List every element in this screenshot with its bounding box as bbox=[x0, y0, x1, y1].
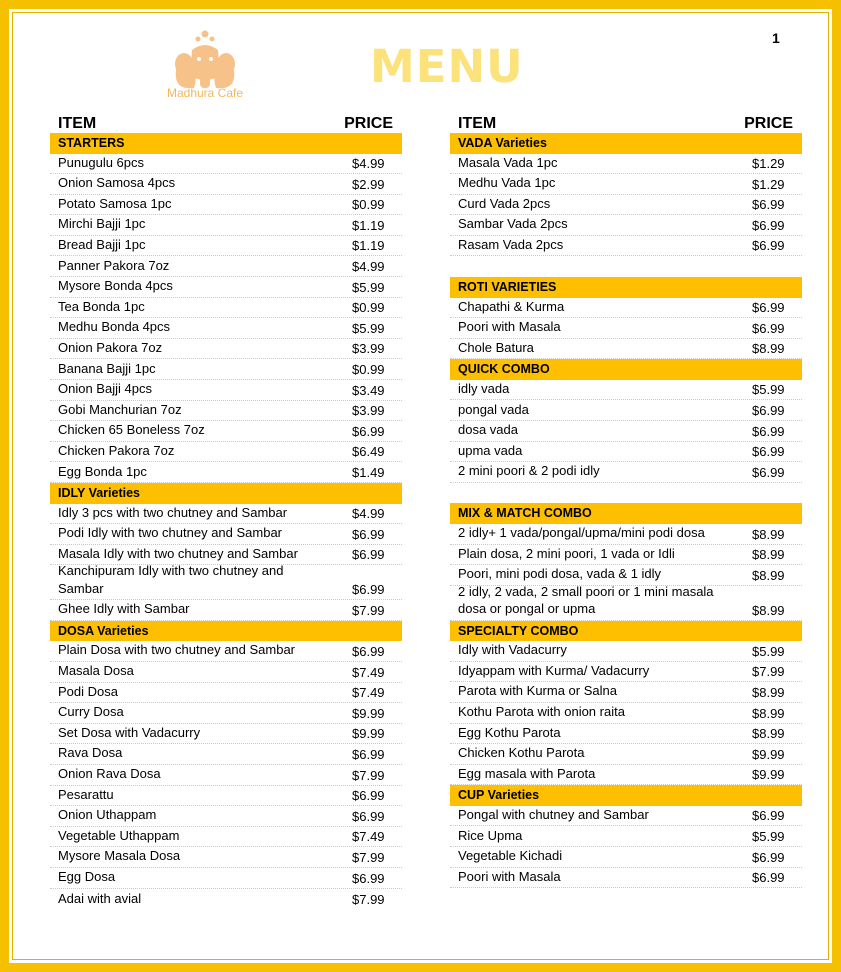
menu-row bbox=[450, 215, 802, 236]
menu-row bbox=[450, 847, 802, 868]
column-header bbox=[50, 111, 402, 133]
item-price: $0.99 bbox=[352, 362, 385, 378]
item-name: Masala Idly with two chutney and Sambar bbox=[58, 545, 298, 561]
item-name: Sambar Vada 2pcs bbox=[458, 216, 568, 232]
menu-row bbox=[50, 827, 402, 848]
item-name: Masala Vada 1pc bbox=[458, 154, 558, 170]
item-name: Poori, mini podi dosa, vada & 1 idly bbox=[458, 566, 662, 582]
item-name: Parota with Kurma or Salna bbox=[458, 683, 617, 699]
menu-row bbox=[50, 154, 402, 175]
logo-text: Madhura Cafe bbox=[166, 86, 244, 100]
menu-row bbox=[50, 195, 402, 216]
item-price: $8.99 bbox=[752, 547, 785, 563]
section-vada-varieties: VADA Varieties bbox=[450, 133, 802, 154]
item-price: $6.99 bbox=[752, 217, 785, 233]
menu-row bbox=[50, 889, 402, 910]
item-price: $3.99 bbox=[352, 341, 385, 357]
item-price: $7.49 bbox=[352, 829, 385, 845]
menu-row bbox=[50, 504, 402, 525]
item-price: $7.99 bbox=[352, 767, 385, 783]
item-price: $6.99 bbox=[752, 464, 785, 480]
menu-title: MENU bbox=[370, 40, 524, 93]
item-name: Egg Kothu Parota bbox=[458, 724, 561, 740]
section-quick-combo: QUICK COMBO bbox=[450, 359, 802, 380]
item-name: Medhu Vada 1pc bbox=[458, 175, 556, 191]
menu-row bbox=[450, 174, 802, 195]
menu-row bbox=[450, 524, 802, 545]
item-name: Egg masala with Parota bbox=[458, 765, 596, 781]
item-name: Bread Bajji 1pc bbox=[58, 236, 146, 252]
item-name: Pesarattu bbox=[58, 786, 114, 802]
item-price: $4.99 bbox=[352, 259, 385, 275]
item-price: $8.99 bbox=[752, 341, 785, 357]
item-name: Rasam Vada 2pcs bbox=[458, 236, 564, 252]
item-price: $0.99 bbox=[352, 197, 385, 213]
item-price: $9.99 bbox=[352, 726, 385, 742]
item-header: ITEM bbox=[458, 115, 497, 132]
item-price: $6.99 bbox=[352, 870, 385, 886]
menu-row bbox=[50, 277, 402, 298]
item-price: $3.99 bbox=[352, 403, 385, 419]
item-price: $1.19 bbox=[352, 217, 385, 233]
item-price: $1.29 bbox=[752, 176, 785, 192]
item-price: $6.99 bbox=[752, 320, 785, 336]
item-price: $6.99 bbox=[752, 808, 785, 824]
item-name: Rava Dosa bbox=[58, 745, 123, 761]
item-name: Rice Upma bbox=[458, 827, 523, 843]
menu-row bbox=[50, 215, 402, 236]
menu-row bbox=[50, 524, 402, 545]
item-price: $7.99 bbox=[752, 664, 785, 680]
menu-row bbox=[50, 641, 402, 662]
item-price: $8.99 bbox=[752, 705, 785, 721]
item-price: $1.29 bbox=[752, 156, 785, 172]
menu-row bbox=[450, 583, 802, 621]
menu-row bbox=[50, 339, 402, 360]
item-name: Chicken 65 Boneless 7oz bbox=[58, 422, 205, 438]
item-price: $6.99 bbox=[352, 547, 385, 563]
item-price: $1.19 bbox=[352, 238, 385, 254]
menu-row bbox=[450, 703, 802, 724]
page-number: 1 bbox=[772, 30, 780, 46]
item-price: $6.99 bbox=[752, 197, 785, 213]
item-name: 2 idly+ 1 vada/pongal/upma/mini podi dosa bbox=[458, 525, 705, 540]
item-price: $7.99 bbox=[352, 602, 385, 618]
section-roti-varieties: ROTI VARIETIES bbox=[450, 277, 802, 298]
item-price: $6.99 bbox=[352, 423, 385, 439]
item-name: Vegetable Uthappam bbox=[58, 827, 180, 843]
item-price: $6.49 bbox=[352, 444, 385, 460]
item-price: $1.49 bbox=[352, 465, 385, 480]
menu-row bbox=[50, 318, 402, 339]
item-price: $8.99 bbox=[752, 602, 785, 618]
menu-row bbox=[450, 195, 802, 216]
item-name: Set Dosa with Vadacurry bbox=[58, 724, 201, 740]
item-price: $6.99 bbox=[352, 788, 385, 804]
item-price: $6.99 bbox=[352, 808, 385, 824]
menu-row bbox=[450, 298, 802, 319]
item-price: $8.99 bbox=[752, 567, 785, 583]
item-price: $5.99 bbox=[752, 382, 785, 398]
price-header: PRICE bbox=[344, 115, 393, 132]
menu-row bbox=[50, 868, 402, 889]
item-price: $6.99 bbox=[752, 444, 785, 460]
menu-row bbox=[450, 154, 802, 175]
right-menu-column bbox=[450, 111, 802, 888]
item-name: Chicken Kothu Parota bbox=[458, 745, 585, 761]
item-name: Onion Uthappam bbox=[58, 807, 157, 823]
menu-row bbox=[450, 724, 802, 745]
item-name: idly vada bbox=[458, 380, 510, 396]
menu-row bbox=[50, 786, 402, 807]
item-name: Onion Pakora 7oz bbox=[58, 339, 163, 355]
menu-row bbox=[450, 236, 802, 257]
item-price: $8.99 bbox=[752, 684, 785, 700]
menu-row bbox=[50, 662, 402, 683]
item-name: Potato Samosa 1pc bbox=[58, 195, 172, 211]
item-price: $8.99 bbox=[752, 726, 785, 742]
item-price: $5.99 bbox=[352, 320, 385, 336]
item-name: upma vada bbox=[458, 442, 523, 458]
item-name: Kothu Parota with onion raita bbox=[458, 704, 625, 720]
item-name: dosa vada bbox=[458, 422, 518, 438]
item-name: Vegetable Kichadi bbox=[458, 848, 563, 864]
item-header: ITEM bbox=[58, 115, 97, 132]
item-price: $8.99 bbox=[752, 526, 785, 542]
menu-row bbox=[50, 421, 402, 442]
item-name: Idly with Vadacurry bbox=[458, 642, 567, 658]
spacer bbox=[450, 483, 802, 504]
section-specialty-combo: SPECIALTY COMBO bbox=[450, 621, 802, 642]
item-name: Idyappam with Kurma/ Vadacurry bbox=[458, 662, 650, 678]
menu-row bbox=[50, 174, 402, 195]
item-name: Poori with Masala bbox=[458, 319, 561, 335]
item-name: Gobi Manchurian 7oz bbox=[58, 401, 182, 417]
item-name: pongal vada bbox=[458, 401, 529, 417]
menu-row bbox=[50, 703, 402, 724]
item-price: $6.99 bbox=[752, 849, 785, 865]
menu-row bbox=[450, 826, 802, 847]
item-name: Egg Dosa bbox=[58, 869, 116, 884]
item-name: Medhu Bonda 4pcs bbox=[58, 319, 171, 335]
price-header: PRICE bbox=[744, 115, 793, 132]
item-price: $7.49 bbox=[352, 685, 385, 701]
menu-row bbox=[450, 662, 802, 683]
section-cup-varieties: CUP Varieties bbox=[450, 785, 802, 806]
item-name: 2 idly, 2 vada, 2 small poori or 1 mini masala dosa or pongal or upma bbox=[458, 583, 714, 617]
menu-row bbox=[50, 765, 402, 786]
menu-row bbox=[50, 442, 402, 463]
item-name: Mysore Bonda 4pcs bbox=[58, 278, 173, 294]
menu-row bbox=[450, 339, 802, 360]
menu-row bbox=[50, 806, 402, 827]
item-price: $5.99 bbox=[752, 643, 785, 659]
item-name: Tea Bonda 1pc bbox=[58, 298, 145, 314]
menu-row bbox=[50, 380, 402, 401]
section-idly-varieties: IDLY Varieties bbox=[50, 483, 402, 504]
item-price: $6.99 bbox=[352, 643, 385, 659]
item-price: $6.99 bbox=[752, 423, 785, 439]
item-price: $0.99 bbox=[352, 300, 385, 316]
menu-row bbox=[450, 545, 802, 566]
menu-row bbox=[50, 600, 402, 621]
menu-row bbox=[450, 765, 802, 786]
item-name: Poori with Masala bbox=[458, 868, 561, 884]
item-price: $5.99 bbox=[752, 829, 785, 845]
menu-row bbox=[450, 462, 802, 483]
menu-row bbox=[50, 724, 402, 745]
item-name: Mirchi Bajji 1pc bbox=[58, 216, 146, 232]
item-price: $6.99 bbox=[352, 746, 385, 762]
item-price: $6.99 bbox=[752, 300, 785, 316]
item-name: Egg Bonda 1pc bbox=[58, 463, 147, 479]
item-name: Mysore Masala Dosa bbox=[58, 848, 181, 864]
menu-row bbox=[450, 318, 802, 339]
menu-row bbox=[50, 462, 402, 483]
section-mix-match-combo: MIX & MATCH COMBO bbox=[450, 503, 802, 524]
item-name: Podi Idly with two chutney and Sambar bbox=[58, 525, 283, 541]
item-price: $6.99 bbox=[752, 238, 785, 254]
menu-row bbox=[50, 565, 402, 600]
item-price: $6.99 bbox=[752, 403, 785, 419]
item-name: Curd Vada 2pcs bbox=[458, 195, 551, 211]
section-dosa-varieties: DOSA Varieties bbox=[50, 621, 402, 642]
item-price: $4.99 bbox=[352, 156, 385, 172]
item-name: Chapathi & Kurma bbox=[458, 298, 565, 314]
item-price: $3.49 bbox=[352, 382, 385, 398]
menu-row bbox=[450, 380, 802, 401]
item-name: Chole Batura bbox=[458, 339, 534, 355]
left-menu-column bbox=[50, 111, 402, 909]
item-price: $6.99 bbox=[352, 582, 385, 598]
column-header bbox=[450, 111, 802, 133]
item-name: Plain Dosa with two chutney and Sambar bbox=[58, 642, 296, 658]
section-starters: STARTERS bbox=[50, 133, 402, 154]
spacer bbox=[450, 256, 802, 277]
item-name: Chicken Pakora 7oz bbox=[58, 442, 175, 458]
item-price: $9.99 bbox=[752, 746, 785, 762]
item-name: 2 mini poori & 2 podi idly bbox=[458, 463, 600, 479]
menu-row bbox=[450, 806, 802, 827]
item-name: Idly 3 pcs with two chutney and Sambar bbox=[58, 504, 288, 520]
item-name: Pongal with chutney and Sambar bbox=[458, 806, 649, 822]
menu-row bbox=[450, 421, 802, 442]
menu-row bbox=[450, 400, 802, 421]
menu-row bbox=[450, 744, 802, 765]
item-name: Kanchipuram Idly with two chutney and Sambar bbox=[58, 563, 284, 596]
item-name: Banana Bajji 1pc bbox=[58, 360, 156, 376]
item-name: Onion Samosa 4pcs bbox=[58, 175, 176, 191]
menu-row bbox=[450, 868, 802, 889]
menu-row bbox=[50, 683, 402, 704]
menu-row bbox=[50, 359, 402, 380]
menu-row bbox=[50, 744, 402, 765]
item-name: Adai with avial bbox=[58, 890, 142, 906]
item-price: $4.99 bbox=[352, 506, 385, 522]
item-name: Panner Pakora 7oz bbox=[58, 257, 170, 273]
item-name: Punugulu 6pcs bbox=[58, 154, 145, 170]
item-price: $9.99 bbox=[352, 705, 385, 721]
menu-row bbox=[50, 298, 402, 319]
menu-row bbox=[450, 442, 802, 463]
item-price: $6.99 bbox=[352, 526, 385, 542]
item-name: Ghee Idly with Sambar bbox=[58, 601, 190, 617]
item-price: $7.99 bbox=[352, 849, 385, 865]
item-price: $9.99 bbox=[752, 767, 785, 783]
item-price: $2.99 bbox=[352, 176, 385, 192]
menu-row bbox=[450, 641, 802, 662]
item-name: Masala Dosa bbox=[58, 663, 134, 679]
item-name: Curry Dosa bbox=[58, 704, 124, 720]
item-name: Onion Rava Dosa bbox=[58, 766, 161, 782]
item-price: $5.99 bbox=[352, 279, 385, 295]
menu-row bbox=[50, 401, 402, 422]
item-name: Podi Dosa bbox=[58, 683, 118, 699]
menu-row bbox=[50, 847, 402, 868]
item-price: $6.99 bbox=[752, 870, 785, 886]
item-name: Onion Bajji 4pcs bbox=[58, 381, 152, 397]
menu-row bbox=[50, 256, 402, 277]
item-price: $7.49 bbox=[352, 664, 385, 680]
menu-row bbox=[450, 682, 802, 703]
menu-row bbox=[50, 236, 402, 257]
item-price: $7.99 bbox=[352, 892, 385, 908]
item-name: Plain dosa, 2 mini poori, 1 vada or Idli bbox=[458, 545, 675, 561]
